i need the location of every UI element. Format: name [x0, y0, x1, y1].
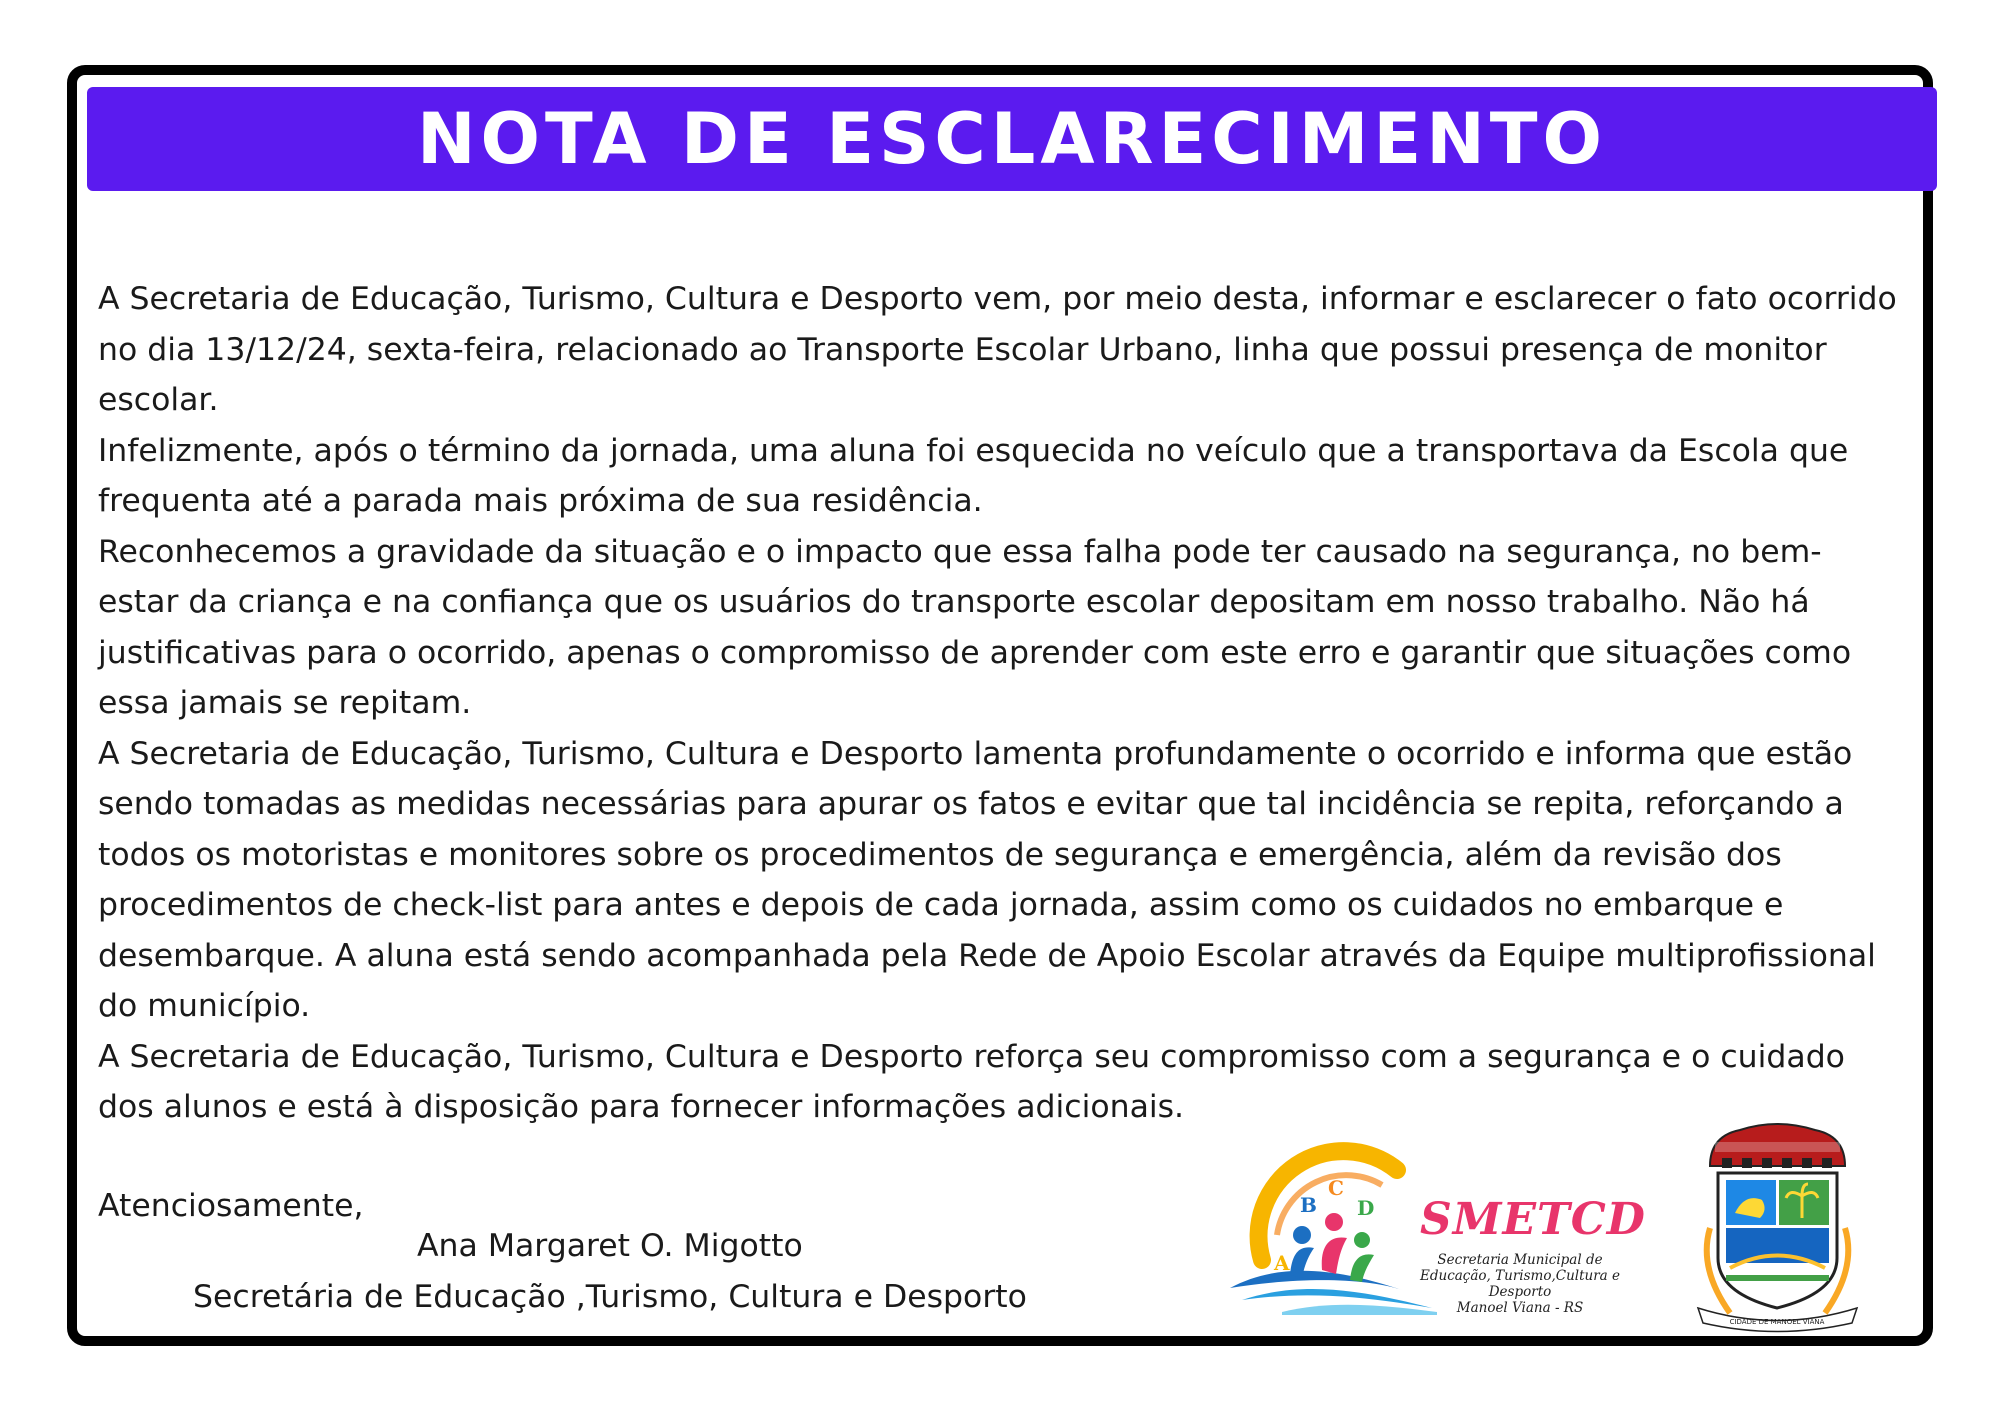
title-banner — [87, 87, 1937, 191]
paragraph-1: A Secretaria de Educação, Turismo, Cultura e Desporto vem, por meio desta, informar e esclarecer o fato ocorrido no dia 13/12/24, sexta-feira, relacionado ao Transporte Escolar Urbano, linha que possui presença de monitor escolar. — [98, 281, 1897, 418]
coat-of-arms-icon — [1690, 1118, 1865, 1338]
svg-text:D: D — [1357, 1196, 1375, 1220]
smetcd-subtitle-line-2: Educação, Turismo,Cultura e Desporto — [1420, 1268, 1620, 1300]
smetcd-logo-subtitle — [1390, 1252, 1650, 1316]
signer-name: Ana Margaret O. Migotto — [417, 1228, 803, 1264]
svg-text:C: C — [1328, 1176, 1344, 1200]
smetcd-subtitle-line-1: Secretaria Municipal de — [1437, 1252, 1603, 1268]
svg-text:B: B — [1300, 1193, 1317, 1217]
paragraph-5: A Secretaria de Educação, Turismo, Cultura e Desporto reforça seu compromisso com a segurança e o cuidado dos alunos e está à disposição para fornecer informações adicionais. — [98, 1038, 1845, 1125]
closing-text: Atenciosamente, — [98, 1188, 364, 1224]
paragraph-4: A Secretaria de Educação, Turismo, Cultura e Desporto lamenta profundamente o ocorrido e informa que estão sendo tomadas as medidas necessárias para apurar os fatos e evitar que tal incidência se repita, reforçando a todos os motoristas e monitores sobre os procedimentos de segurança e emergência, além da revisão dos procedimentos de check-list para antes e depois de cada jornada, assim como os cuidados no embarque e desembarque. A aluna está sendo acompanhada pela Rede de Apoio Escolar através da Equipe multiprofissional do município. — [98, 735, 1876, 1024]
smetcd-subtitle-line-3: Manoel Viana - RS — [1456, 1300, 1584, 1316]
svg-text:A: A — [1274, 1251, 1290, 1275]
signer-role: Secretária de Educação ,Turismo, Cultura e Desporto — [193, 1279, 1027, 1315]
svg-text:CIDADE DE MANOEL VIANA: CIDADE DE MANOEL VIANA — [1729, 1318, 1825, 1326]
paragraph-2: Infelizmente, após o término da jornada, uma aluna foi esquecida no veículo que a transportava da Escola que frequenta até a parada mais próxima de sua residência. — [98, 432, 1849, 519]
notice-body — [98, 274, 1898, 1133]
smetcd-logo-title: SMETCD — [1420, 1194, 1646, 1245]
page-title: NOTA DE ESCLARECIMENTO — [416, 98, 1608, 180]
paragraph-3: Reconhecemos a gravidade da situação e o impacto que essa falha pode ter causado na segurança, no bem-estar da criança e na confiança que os usuários do transporte escolar depositam em nosso trabalho. Não há justificativas para o ocorrido, apenas o compromisso de aprender com este erro e garantir que situações como essa jamais se repitam. — [98, 533, 1852, 721]
